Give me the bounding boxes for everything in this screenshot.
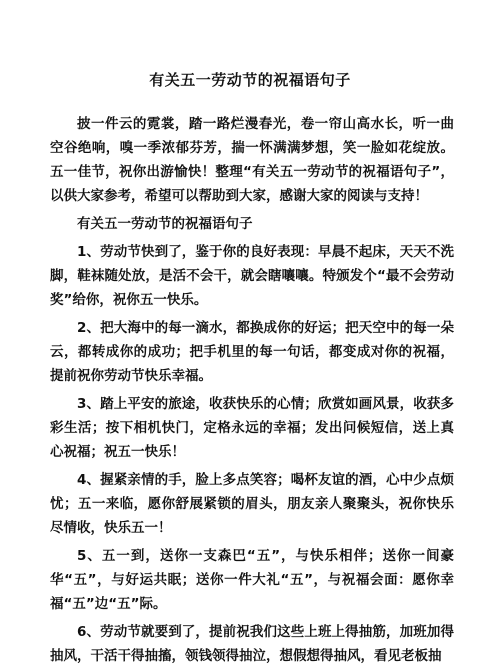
list-item: 5、五一到，送你一支森巴“五”，与快乐相伴；送你一间豪华“五”，与好运共眠；送你一件大礼“五”，与祝福会面：愿你幸福“五”边“五”际。: [50, 548, 454, 612]
document-title: 有关五一劳动节的祝福语句子: [149, 71, 351, 89]
list-item: 2、把大海中的每一滴水，都换成你的好运；把天空中的每一朵云，都转成你的成功；把手机里的每一句话，都变成对你的祝福，提前祝你劳动节快乐幸福。: [50, 320, 454, 384]
list-item: 3、踏上平安的旅途，收获快乐的心情；欣赏如画风景，收获多彩生活；按下相机快门，定格永远的幸福；发出问候短信，送上真心祝福；祝五一快乐！: [50, 396, 454, 460]
list-item: 1、劳动节快到了，鉴于你的良好表现：早晨不起床，天天不洗脚，鞋袜随处放，是活不会干，就会瞎嚷嚷。特颁发个“最不会劳动奖”给你，祝你五一快乐。: [50, 244, 454, 308]
list-item: 6、劳动节就要到了，提前祝我们这些上班上得抽筋，加班加得抽风，干活干得抽搐，领钱领得抽泣，想假想得抽风，看见老板抽: [50, 624, 454, 664]
document-body: [50, 112, 454, 672]
list-item: 4、握紧亲情的手，脸上多点笑容；喝杯友谊的酒，心中少点烦忧；五一来临，愿你舒展紧锁的眉头，朋友亲人聚聚头，祝你快乐尽情收，快乐五一！: [50, 472, 454, 536]
section-heading: 有关五一劳动节的祝福语句子: [77, 216, 253, 232]
intro-paragraph: 披一件云的霓裳，踏一路烂漫春光，卷一帘山高水长，听一曲空谷绝响，嗅一季浓郁芬芳，揣一怀满满梦想，笑一脸如花绽放。五一佳节，祝你出游愉快！整理“有关五一劳动节的祝福语句子”，以供大家参考，希望可以帮助到大家，感谢大家的阅读与支持！: [50, 116, 454, 204]
